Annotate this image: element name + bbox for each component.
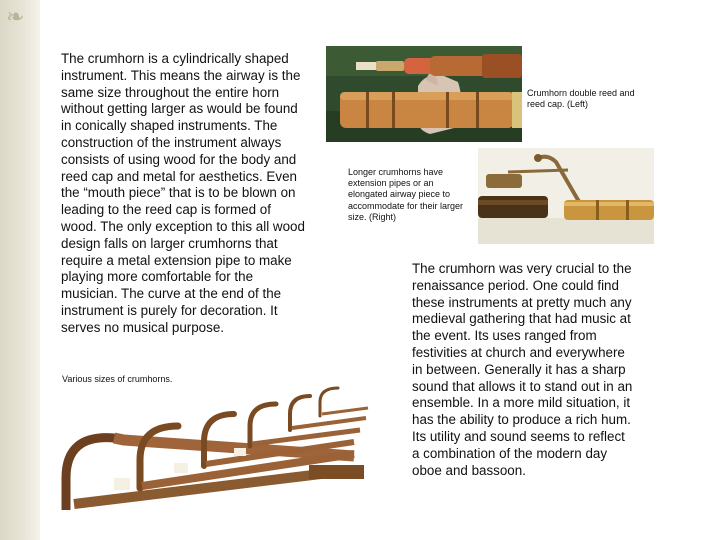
sizes-caption: Various sizes of crumhorns. [60, 372, 240, 388]
reed-cap-photo [326, 46, 522, 142]
crumhorn-sizes-photo [54, 368, 370, 510]
extension-pipe-photo [478, 148, 654, 244]
extension-caption: Longer crumhorns have extension pipes or an elongated airway piece to accommodate for their larger size. (Right) [343, 163, 473, 229]
crumhorn-role-paragraph: The crumhorn was very crucial to the renaissance period. One could find these instruments at pretty much any medieval gathering that had music at the event. Its uses ranged from festivities at church and everywhere in between. Generally it has a sharp sound that allows it to stand out in an ensemble. In a more mild situation, it has the ability to produce a rich hum. Its utility and sound seems to reflect a combination of the modern day oboe and bassoon. [412, 261, 633, 478]
corner-ornament-icon: ❧ [6, 4, 25, 29]
decorative-side-bar [0, 0, 40, 540]
reed-caption: Crumhorn double reed and reed cap. (Left) [522, 84, 652, 118]
crumhorn-construction-paragraph: The crumhorn is a cylindrically shaped instrument. This means the airway is the same size throughout the entire horn without getting larger as would be found in conically shaped instruments. The construction of the instrument always consists of using wood for the body and reed cap and metal for aesthetics. Even the “mouth piece” that is to be blown on leading to the reed cap is formed of wood. The only exception to this all wood design falls on larger crumhorns that require a metal extension pipe to make playing more comfortable for the musician. The curve at the end of the instrument is purely for decoration. It serves no musical purpose. [61, 51, 305, 335]
